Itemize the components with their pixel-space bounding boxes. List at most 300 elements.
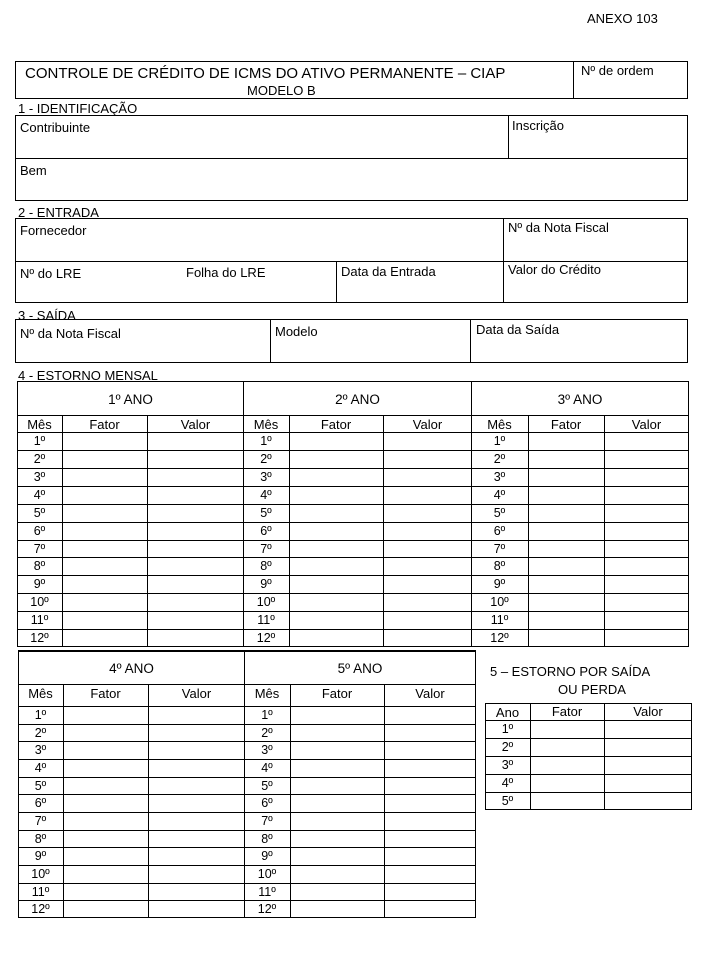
valor-cell[interactable]: [150, 796, 243, 810]
row-line: [17, 504, 244, 505]
fator-cell[interactable]: [530, 613, 602, 627]
fator-cell[interactable]: [65, 867, 146, 881]
bem-field[interactable]: Bem: [20, 163, 47, 178]
header-line: [244, 684, 476, 685]
month-label: 7º: [33, 541, 46, 556]
valor-cell[interactable]: [385, 488, 470, 502]
inscricao-field[interactable]: Inscrição: [512, 118, 565, 133]
row-line: [17, 575, 244, 576]
fator-cell[interactable]: [530, 506, 602, 520]
year-label: 2º: [501, 740, 514, 754]
row-line: [17, 629, 244, 630]
row-line: [243, 611, 472, 612]
valor-cell[interactable]: [149, 434, 242, 448]
row-line: [485, 738, 692, 739]
header-line: [18, 706, 245, 707]
fator-cell[interactable]: [64, 577, 145, 591]
form-title: CONTROLE DE CRÉDITO DE ICMS DO ATIVO PERMANENTE – CIAP: [25, 65, 506, 82]
section2-title: 2 - ENTRADA: [18, 205, 99, 220]
section4-title: 4 - ESTORNO MENSAL: [18, 368, 158, 383]
row-line: [471, 468, 689, 469]
row-line: [17, 522, 244, 523]
valor-cell[interactable]: [149, 452, 242, 466]
col-header-fator: Fator: [551, 704, 583, 719]
valor-cell[interactable]: [606, 434, 687, 448]
fator-cell[interactable]: [65, 726, 146, 740]
col-header-mes: Mês: [254, 686, 280, 701]
fator-cell[interactable]: [291, 524, 381, 538]
row-line: [485, 774, 692, 775]
month-label: 2º: [261, 725, 273, 740]
col-header-fator: Fator: [550, 417, 582, 432]
fator-cell[interactable]: [65, 902, 146, 916]
row-line: [17, 486, 244, 487]
month-label: 8º: [33, 559, 46, 574]
valor-cell[interactable]: [386, 902, 474, 916]
fator-cell[interactable]: [292, 743, 382, 757]
valor-cell[interactable]: [149, 613, 242, 627]
valor-cell[interactable]: [150, 885, 243, 899]
month-label: 4º: [260, 487, 272, 502]
fator-cell[interactable]: [291, 595, 381, 609]
valor-cell[interactable]: [149, 577, 242, 591]
valor-cell[interactable]: [606, 524, 687, 538]
month-label: 10º: [30, 595, 49, 610]
valor-cell[interactable]: [149, 524, 242, 538]
fator-cell[interactable]: [292, 726, 382, 740]
month-label: 8º: [34, 831, 47, 846]
valor-cell[interactable]: [606, 577, 687, 591]
year-label: 4º: [501, 776, 514, 790]
modelo-field[interactable]: Modelo: [275, 324, 318, 339]
month-label: 5º: [34, 778, 47, 793]
valor-credito-field[interactable]: Valor do Crédito: [508, 262, 601, 277]
row-line: [471, 540, 689, 541]
col-header-valor: Valor: [633, 704, 663, 719]
month-label: 11º: [30, 613, 49, 628]
col-header-mes: Mês: [487, 417, 512, 432]
fator-cell[interactable]: [291, 488, 381, 502]
row-line: [18, 777, 245, 778]
fator-cell[interactable]: [64, 434, 145, 448]
valor-cell[interactable]: [606, 488, 687, 502]
row-line: [17, 468, 244, 469]
valor-cell[interactable]: [385, 434, 470, 448]
fator-cell[interactable]: [291, 506, 381, 520]
row-line: [471, 486, 689, 487]
fator-cell[interactable]: [65, 849, 146, 863]
annex-label: ANEXO 103: [587, 11, 658, 26]
valor-cell[interactable]: [150, 743, 243, 757]
valor-cell[interactable]: [150, 726, 243, 740]
valor-cell[interactable]: [606, 631, 687, 645]
valor-cell[interactable]: [149, 542, 242, 556]
month-label: 4º: [33, 487, 46, 502]
data-entrada-field[interactable]: Data da Entrada: [341, 264, 436, 279]
row-line: [471, 504, 689, 505]
fator-cell[interactable]: [530, 631, 602, 645]
col-header-valor: Valor: [181, 686, 212, 701]
month-label: 6º: [260, 523, 272, 538]
valor-cell[interactable]: [386, 814, 474, 828]
fator-cell[interactable]: [530, 524, 602, 538]
row-line: [471, 611, 689, 612]
row-line: [244, 812, 476, 813]
valor-cell[interactable]: [385, 613, 470, 627]
fator-cell[interactable]: [291, 631, 381, 645]
valor-cell[interactable]: [606, 506, 687, 520]
section5-title-line1: 5 – ESTORNO POR SAÍDA: [490, 664, 651, 679]
month-label: 4º: [261, 761, 273, 775]
month-label: 2º: [493, 451, 506, 466]
fator-cell[interactable]: [530, 470, 602, 484]
month-label: 5º: [261, 778, 273, 793]
fator-cell[interactable]: [65, 885, 146, 899]
fator-cell[interactable]: [64, 524, 145, 538]
row-line: [18, 883, 245, 884]
valor-cell[interactable]: [385, 559, 470, 573]
year-label: 5º: [501, 794, 514, 808]
month-label: 9º: [33, 577, 46, 592]
month-label: 7º: [493, 541, 506, 556]
valor-cell[interactable]: [386, 885, 474, 899]
fator-cell[interactable]: [292, 761, 382, 775]
year-title: 1º ANO: [108, 392, 153, 407]
valor-cell[interactable]: [606, 595, 687, 609]
month-label: 10º: [31, 867, 50, 881]
row-line: [18, 900, 245, 901]
fator-cell[interactable]: [532, 794, 602, 808]
fator-cell[interactable]: [530, 577, 602, 591]
valor-cell[interactable]: [385, 631, 470, 645]
row-line: [244, 741, 476, 742]
month-label: 3º: [33, 469, 46, 484]
header-line: [243, 415, 472, 416]
fator-cell[interactable]: [291, 434, 381, 448]
valor-cell[interactable]: [150, 867, 243, 881]
row-line: [243, 629, 472, 630]
fator-cell[interactable]: [292, 796, 382, 810]
row-line: [244, 830, 476, 831]
valor-cell[interactable]: [149, 631, 242, 645]
valor-cell[interactable]: [149, 559, 242, 573]
valor-cell[interactable]: [606, 559, 687, 573]
row-line: [18, 741, 245, 742]
row-line: [243, 486, 472, 487]
valor-cell[interactable]: [606, 613, 687, 627]
fator-cell[interactable]: [292, 708, 382, 722]
section3-col-divider-2: [470, 319, 471, 363]
month-label: 3º: [493, 469, 506, 484]
fator-cell[interactable]: [65, 708, 146, 722]
valor-cell[interactable]: [606, 542, 687, 556]
row-line: [17, 540, 244, 541]
row-line: [18, 724, 245, 725]
col-header-valor: Valor: [412, 417, 443, 432]
order-number-label[interactable]: Nº de ordem: [581, 63, 654, 78]
header-line: [17, 432, 244, 433]
valor-cell[interactable]: [149, 595, 242, 609]
row-line: [471, 593, 689, 594]
col-header-mes: Mês: [28, 686, 53, 701]
valor-cell[interactable]: [386, 743, 474, 757]
month-label: 10º: [256, 595, 276, 610]
row-line: [17, 593, 244, 594]
row-line: [471, 522, 689, 523]
valor-cell[interactable]: [386, 761, 474, 775]
fator-cell[interactable]: [65, 832, 146, 846]
row-line: [471, 629, 689, 630]
month-label: 3º: [261, 743, 273, 758]
month-label: 12º: [31, 902, 50, 917]
valor-cell[interactable]: [386, 779, 474, 793]
fator-cell[interactable]: [291, 452, 381, 466]
entrada-nota-fiscal-field[interactable]: Nº da Nota Fiscal: [508, 220, 609, 235]
month-label: 12º: [490, 631, 509, 646]
folha-lre-field[interactable]: Folha do LRE: [186, 265, 266, 280]
valor-cell[interactable]: [606, 758, 690, 772]
fator-cell[interactable]: [65, 743, 146, 757]
fator-cell[interactable]: [64, 452, 145, 466]
fator-cell[interactable]: [530, 434, 602, 448]
row-line: [244, 900, 476, 901]
valor-cell[interactable]: [150, 708, 243, 722]
row-line: [243, 522, 472, 523]
month-label: 1º: [34, 708, 47, 722]
valor-cell[interactable]: [150, 761, 243, 775]
fator-cell[interactable]: [530, 595, 602, 609]
month-label: 7º: [34, 814, 47, 828]
year-title: 5º ANO: [337, 661, 383, 676]
fator-cell[interactable]: [532, 758, 602, 772]
section1-row-divider: [15, 158, 688, 159]
row-line: [18, 830, 245, 831]
valor-cell[interactable]: [386, 867, 474, 881]
row-line: [244, 777, 476, 778]
valor-cell[interactable]: [385, 542, 470, 556]
month-label: 6º: [261, 796, 273, 811]
fator-cell[interactable]: [292, 867, 382, 881]
valor-cell[interactable]: [606, 452, 687, 466]
row-line: [18, 812, 245, 813]
month-label: 11º: [490, 613, 509, 628]
row-line: [243, 468, 472, 469]
month-label: 2º: [260, 451, 272, 466]
valor-cell[interactable]: [386, 726, 474, 740]
header-line: [471, 432, 689, 433]
month-label: 9º: [261, 849, 273, 864]
valor-cell[interactable]: [150, 849, 243, 863]
fator-cell[interactable]: [64, 488, 145, 502]
col-header-valor: Valor: [180, 417, 211, 432]
header-line: [243, 432, 472, 433]
data-saida-field[interactable]: Data da Saída: [476, 322, 560, 337]
row-line: [244, 883, 476, 884]
fator-cell[interactable]: [291, 613, 381, 627]
month-label: 8º: [493, 559, 506, 574]
month-label: 5º: [33, 505, 46, 520]
valor-cell[interactable]: [606, 470, 687, 484]
valor-cell[interactable]: [149, 488, 242, 502]
section1-title: 1 - IDENTIFICAÇÃO: [18, 101, 138, 116]
month-label: 3º: [260, 469, 272, 484]
fator-cell[interactable]: [65, 796, 146, 810]
row-line: [243, 450, 472, 451]
section2-col-divider-2: [336, 261, 337, 303]
contribuinte-field[interactable]: Contribuinte: [20, 120, 91, 135]
header-line: [485, 720, 692, 721]
row-line: [243, 593, 472, 594]
row-line: [243, 557, 472, 558]
col-header-fator: Fator: [320, 417, 352, 432]
row-line: [18, 847, 245, 848]
lre-field[interactable]: Nº do LRE: [20, 266, 82, 281]
valor-cell[interactable]: [386, 849, 474, 863]
valor-cell[interactable]: [606, 776, 690, 790]
fator-cell[interactable]: [530, 559, 602, 573]
fator-cell[interactable]: [65, 761, 146, 775]
fator-cell[interactable]: [64, 470, 145, 484]
valor-cell[interactable]: [386, 832, 474, 846]
month-label: 9º: [34, 849, 47, 864]
year-label: 1º: [501, 722, 514, 736]
month-label: 6º: [493, 523, 506, 538]
fator-cell[interactable]: [292, 814, 382, 828]
month-label: 1º: [261, 708, 273, 722]
row-line: [243, 575, 472, 576]
fator-cell[interactable]: [64, 631, 145, 645]
fator-cell[interactable]: [530, 452, 602, 466]
valor-cell[interactable]: [149, 506, 242, 520]
month-label: 11º: [31, 884, 50, 899]
row-line: [18, 759, 245, 760]
month-label: 12º: [257, 902, 277, 917]
valor-cell[interactable]: [385, 524, 470, 538]
year-title: 2º ANO: [335, 392, 380, 407]
col-header-fator: Fator: [321, 686, 353, 701]
section2-col-divider-1: [503, 218, 504, 303]
col-header-fator: Fator: [90, 686, 121, 701]
section3-col-divider-1: [270, 319, 271, 363]
month-label: 1º: [33, 434, 46, 448]
row-line: [485, 756, 692, 757]
fator-cell[interactable]: [291, 470, 381, 484]
month-label: 12º: [30, 631, 49, 646]
fator-cell[interactable]: [64, 595, 145, 609]
fator-cell[interactable]: [291, 577, 381, 591]
year-title: 3º ANO: [557, 392, 603, 407]
row-line: [471, 557, 689, 558]
valor-cell[interactable]: [385, 452, 470, 466]
month-label: 6º: [33, 523, 46, 538]
valor-cell[interactable]: [385, 595, 470, 609]
row-line: [243, 504, 472, 505]
month-label: 2º: [33, 451, 46, 466]
section3-title: 3 - SAÍDA: [18, 308, 76, 323]
fator-cell[interactable]: [292, 849, 382, 863]
month-label: 9º: [493, 577, 506, 592]
valor-cell[interactable]: [606, 794, 690, 808]
fator-cell[interactable]: [532, 776, 602, 790]
valor-cell[interactable]: [386, 796, 474, 810]
header-line: [17, 415, 244, 416]
valor-cell[interactable]: [150, 832, 243, 846]
fator-cell[interactable]: [64, 542, 145, 556]
header-line: [471, 415, 689, 416]
month-label: 5º: [493, 505, 506, 520]
fator-cell[interactable]: [292, 902, 382, 916]
header-divider: [573, 61, 574, 99]
row-line: [485, 792, 692, 793]
valor-cell[interactable]: [150, 779, 243, 793]
month-label: 7º: [260, 541, 272, 556]
header-line: [244, 706, 476, 707]
form-subtitle: MODELO B: [247, 83, 316, 98]
year-title: 4º ANO: [109, 661, 154, 676]
valor-cell[interactable]: [606, 740, 690, 754]
valor-cell[interactable]: [150, 902, 243, 916]
fator-cell[interactable]: [292, 885, 382, 899]
month-label: 2º: [34, 725, 47, 740]
fornecedor-field[interactable]: Fornecedor: [20, 223, 87, 238]
valor-cell[interactable]: [385, 470, 470, 484]
valor-cell[interactable]: [606, 722, 690, 736]
valor-cell[interactable]: [150, 814, 243, 828]
row-line: [243, 540, 472, 541]
fator-cell[interactable]: [530, 488, 602, 502]
fator-cell[interactable]: [291, 559, 381, 573]
fator-cell[interactable]: [64, 506, 145, 520]
month-label: 8º: [260, 559, 272, 574]
row-line: [244, 794, 476, 795]
fator-cell[interactable]: [65, 779, 146, 793]
fator-cell[interactable]: [65, 814, 146, 828]
fator-cell[interactable]: [64, 559, 145, 573]
row-line: [244, 847, 476, 848]
month-label: 1º: [493, 434, 506, 448]
fator-cell[interactable]: [291, 542, 381, 556]
month-label: 7º: [261, 814, 273, 828]
row-line: [17, 611, 244, 612]
col-header-fator: Fator: [89, 417, 120, 432]
month-label: 6º: [34, 796, 47, 811]
fator-cell[interactable]: [292, 779, 382, 793]
month-label: 4º: [493, 487, 506, 502]
fator-cell[interactable]: [532, 740, 602, 754]
month-label: 11º: [257, 613, 275, 628]
col-header-valor: Valor: [415, 686, 445, 701]
saida-nota-fiscal-field[interactable]: Nº da Nota Fiscal: [20, 326, 121, 341]
month-label: 11º: [258, 884, 276, 899]
fator-cell[interactable]: [530, 542, 602, 556]
row-line: [17, 557, 244, 558]
fator-cell[interactable]: [532, 722, 602, 736]
valor-cell[interactable]: [386, 708, 474, 722]
valor-cell[interactable]: [385, 577, 470, 591]
row-line: [18, 865, 245, 866]
row-line: [244, 724, 476, 725]
header-line: [18, 684, 245, 685]
fator-cell[interactable]: [64, 613, 145, 627]
valor-cell[interactable]: [149, 470, 242, 484]
month-label: 9º: [260, 577, 272, 592]
month-label: 10º: [490, 595, 509, 610]
month-label: 5º: [260, 505, 272, 520]
section1-col-divider: [508, 115, 509, 158]
fator-cell[interactable]: [292, 832, 382, 846]
valor-cell[interactable]: [385, 506, 470, 520]
row-line: [244, 865, 476, 866]
